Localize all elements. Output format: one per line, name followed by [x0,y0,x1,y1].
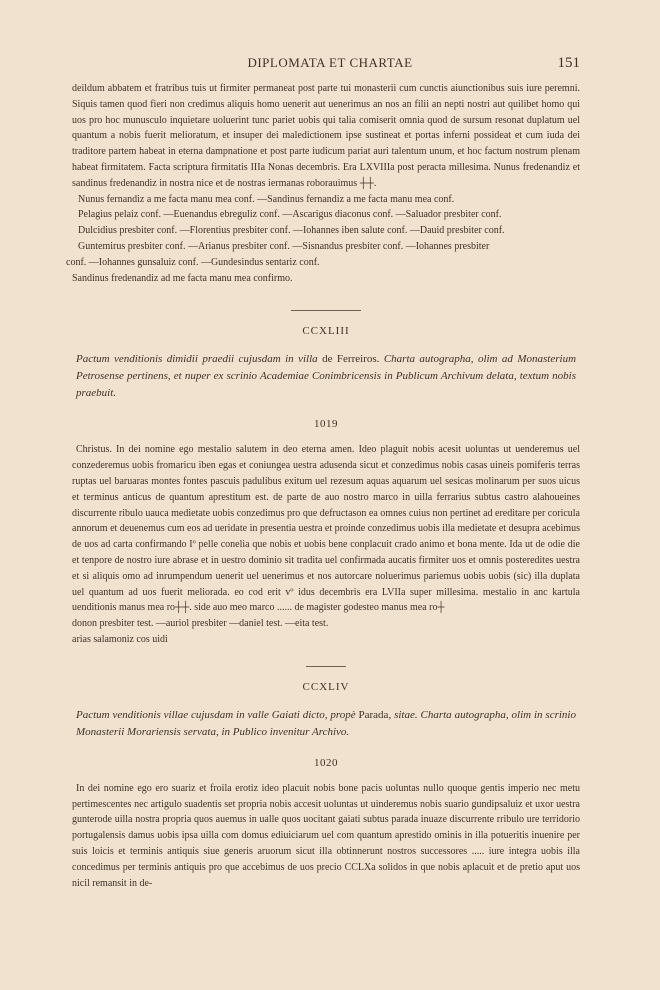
signature-line: donon presbiter test. —auriol presbiter —daniel test. —eita test. [72,618,329,630]
signature-line: arias salamoniz cos uidi [72,633,168,645]
rubric-place: de Ferreiros. [322,353,380,366]
signature-line: conf. —Iohannes gunsaluiz conf. —Gundesindus sentariz conf. [66,256,320,268]
document-number: CCXLIII [302,325,350,338]
signature-line: Nunus fernandiz a me facta manu mea conf. —Sandinus fernandiz a me facta manu mea conf. [78,193,455,205]
running-title: DIPLOMATA ET CHARTAE [247,55,413,70]
rubric-text: Pactum venditionis villae cujusdam in valle Gaiati dicto, propè [76,708,356,721]
running-head [0,55,660,75]
rubric-text: Charta autographa, olim ad Monasterium Petrosense pertinens, et nuper ex scrinio Academiae Conimbricensis in Publicum Archivum delata, textum nobis praebuit. [76,353,577,400]
page-number: 151 [557,55,580,71]
document-year: 1020 [314,756,338,769]
document-text: In dei nomine ego ero suariz et froila erotiz ideo placuit nobis bone pacis uoluntas nullo quoque gentis imperio nec metu pertimescentes nec artigulo suadentis set propria nobis accesit uoluntas ut uinderemus nobis suario gundipsaluiz et uxor uestra gunterode uilla nostra propria quos auemus in ualle quos uocitant gaiati subtus parada inuaze discurrente rribulo ure terridorio portugalensis damus uobis ipsa uilla com domus ediuiciarum uel com quantum aprestido ominis in illa potueritis inuenire per suis loicis et terminis antiquis siue generis aruorum sicut illa obtinnerunt nostros successores ..... iure integra uobis illa concedimus per terminis antiquis pro que accebimus de uos precio CCLXa solidos in que nobis aplacuit et de pretio aput uos nicil remansit in de- [72,782,580,889]
document-rubric [72,351,580,402]
document-rubric [72,707,580,741]
signature-line: Dulcidius presbiter conf. —Florentius presbiter conf. —Iohannes iben salute conf. —Dauid presbiter conf. [78,225,505,237]
signature-line: Pelagius pelaiz conf. —Euenandus ebreguliz conf. —Ascarigus diaconus conf. —Saluador presbiter conf. [78,209,502,221]
document-text: deildum abbatem et fratribus tuis ut firmiter permaneat post parte tui monasterii cum cunctis aiunctionibus suis iure peremni. Siquis tamen quod fieri non credimus aliquis homo uenerit aut uenerimus an nos an filii an nepti nostri aut quilibet homo qui uos pro hoc munusculo inquietare uoluerint tunc pariet uobis qui talia comiserit omnia quod de sursum resonat duplatum uel quantum a nobis fuerit melioratum, et insuper dei maledictionem ipse sustineat et portas inferni possideat et cum iuda dei traditore partem habeat in eterna dampnatione et post parte iudicum pariat auri talentum unum, et hoc factum nostrum plenam habeat firmitatem. Facta scriptura firmitatis IIIa Nonas decembris. Era LXVIIIa post peracta millesima. Nunus fredenandiz et sandinus fredenandiz in nostra nice et de nostras iermanas roborauimus ┼┼. [72,83,580,189]
section-divider [306,666,346,667]
document-text: Christus. In dei nomine ego mestalio salutem in deo eterna amen. Ideo plaguit nobis acesit uoluntas ut uenderemus uel conzederemus uobis fromaricu iben egas et coniungea uestra adusenda sicut et conzedimus nobis casas uineis pomiferis terras ruptas uel baruaras montes fontes pascuis padulibus exitum uel rezesum aquas aquarum uel sesicas molinarum per suos uicus et terminus anticus de quantum aprestitum est. de parte de auo nostro marco in uilla ferrarius subtus castro alahoueines discurrente ribulo uauca medietate uobis conzedimus pro que defructason ea omnes cuius non pertinet ad ereditare per coricula annorum et deuenemus cum eos ad ueridate in presentia uestra et proinde conzedimus uobis illa medietate et desupra acebimus de uos ad carta confirmando Iº pelle conelia que nobis et uobis bene conplacuit crado animo et bona mente. Ida ut de odie die et tenpore de nostro iure abrase et in uestro dominio sit tradita uel confirmada aucatis firmiter uos et omnis posteredites uestra et si aliquis omo ad inrumpendum uenerit uel uenerimus et nos autorcare noluerimus pariemus uobis uobis (sic) illa duplata uel quantum ad uos fuerit meliorada. eo cod erit vº idus decembris era LVIIa super millesima. mestalio in anc kartula uenditionis manus mea ro┼┼. side auo meo marco ...... de magister godesteo manus mea ro┼ [72,444,580,614]
signature-line: Guntemirus presbiter conf. —Arianus presbiter conf. —Sisnandus presbiter conf. —Iohannes presbiter [78,240,490,252]
section-divider [291,310,361,311]
document-ccxliv [72,681,580,892]
document-number: CCXLIV [302,680,350,693]
rubric-text: Pactum venditionis dimidii praedii cujusdam in villa [76,353,318,366]
page-body [66,81,580,891]
previous-document-continuation [66,81,580,286]
document-year: 1019 [314,418,338,431]
signature-line: Sandinus fredenandiz ad me facta manu mea confirmo. [72,272,293,284]
rubric-text: , sitae. Charta autographa, olim in scrinio Monasterii Morariensis servata, in Publico invenitur Archivo. [76,708,576,738]
document-ccxliii [72,325,580,647]
rubric-place: Parada [358,708,389,721]
